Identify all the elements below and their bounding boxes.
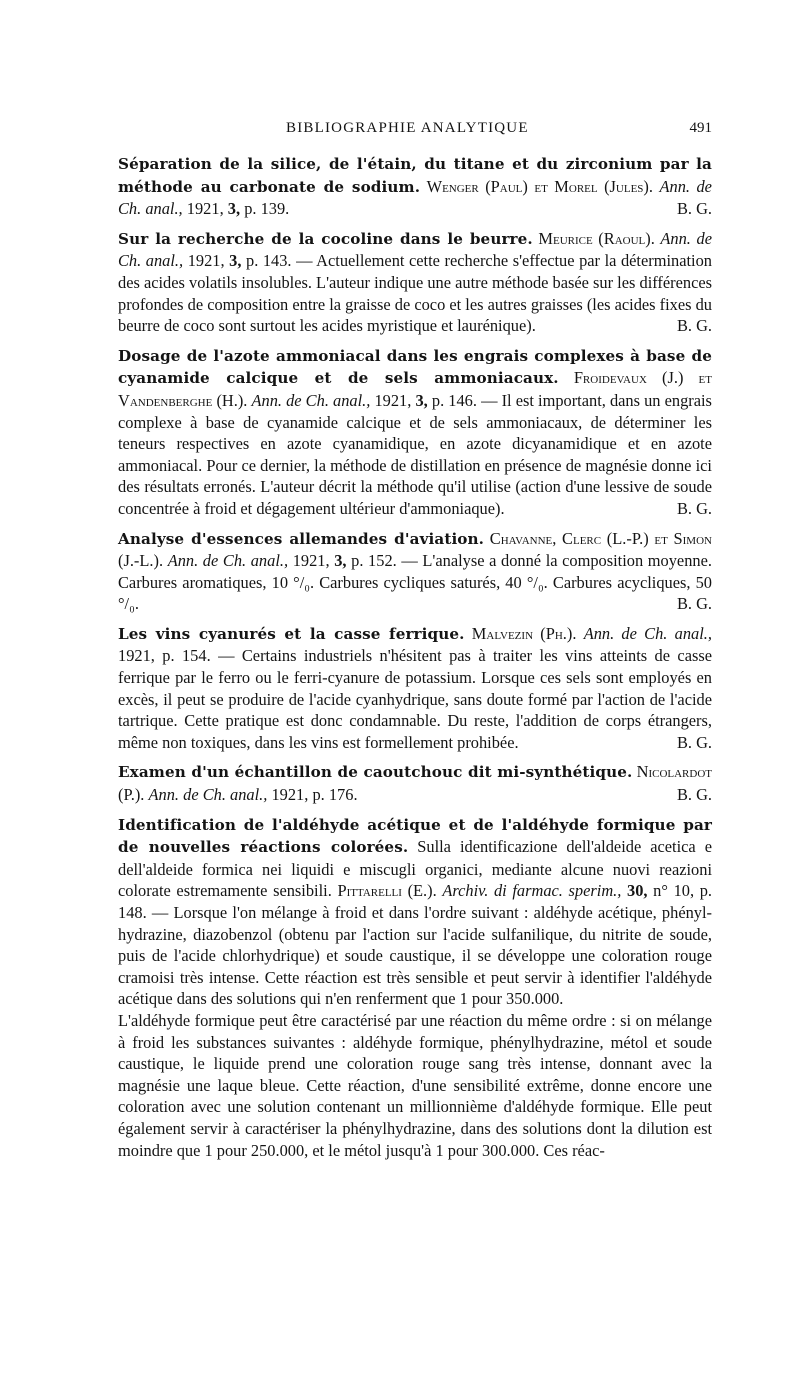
bibliography-entry	[118, 345, 712, 520]
entry-authors: Meurice (Raoul).	[538, 228, 655, 248]
entry-title: Identification de l'aldéhyde acétique et de l'aldéhyde formique par de nouvelles réactions colorées.	[118, 815, 712, 857]
entry-authors: Froidevaux (J.) et Vandenberghe (H.).	[118, 368, 712, 410]
entry-authors: Nicolardot (P.).	[118, 762, 712, 805]
entry-body: — Lorsque l'on mélange à froid et dans l'ordre suivant : aldéhyde acétique, phényl-hydrazine, diazobenzol (obtenu par l'action sur l'acide sulfanilique, du nitrite de soude, puis de l'acide chlorhydrique) et soude caustique, il se développe une coloration rouge cramoisi très intense. Cette réaction est très sensible et peut servir à identifier l'aldéhyde acétique dans des solutions qui n'en renferment que 1 pour 350.000.	[118, 903, 712, 1009]
entry-volume: 3,	[227, 199, 241, 219]
bibliography-entry	[118, 623, 712, 754]
entry-page: p. 139.	[244, 199, 290, 219]
running-title: BIBLIOGRAPHIE ANALYTIQUE	[286, 120, 529, 136]
entry-signature: B. G.	[676, 199, 712, 219]
entry-journal: Archiv. di farmac. sperim.,	[442, 881, 622, 901]
entry-year: 1921,	[118, 646, 155, 666]
entry-title: Sur la recherche de la cocoline dans le beurre.	[118, 229, 533, 248]
bibliography-entry	[118, 761, 712, 805]
entry-body-paragraph-2: L'aldéhyde formique peut être caractérisé par une réaction du même ordre : si on mélange à froid les substances suivantes : aldéhyde formique, phénylhydrazine, métol et soude caustique, le liquide prend une coloration rouge sang très intense, donnant avec la magnésie une laque bleue. Cette réaction, d'une sensibilité extrême, donne encore une coloration avec une solution contenant un millionnième d'aldéhyde formique. Elle peut également servir à caractériser la phénylhydrazine, dans des solutions dont la dilution est moindre que 1 pour 250.000, et le métol jusqu'à 1 pour 300.000. Ces réac-	[118, 1010, 712, 1160]
bibliography-entry	[118, 228, 712, 337]
entry-volume: 30,	[627, 881, 648, 901]
entry-page: p. 146.	[431, 390, 477, 410]
entry-signature: B. G.	[676, 785, 712, 805]
entry-page: p. 154.	[162, 646, 211, 666]
entry-authors: Pittarelli (E.).	[337, 881, 437, 901]
entry-title: Examen d'un échantillon de caoutchouc dit mi-synthétique.	[118, 763, 633, 782]
entry-year: 1921,	[186, 199, 224, 219]
page-number: 491	[689, 120, 712, 136]
entry-body: — L'analyse a donné la composition moyenne. Carbures aromatiques, 10 °/₀. Carbures cycliques saturés, 40 °/₀. Carbures acycliques, 50 °/₀.	[118, 551, 712, 614]
entry-year: 1921,	[374, 390, 412, 410]
entry-journal: Ann. de Ch. anal.,	[148, 785, 268, 805]
bibliography-entry	[118, 814, 712, 1162]
entry-title: Dosage de l'azote ammoniacal dans les engrais complexes à base de cyanamide calcique et de sels ammoniacaux.	[118, 346, 712, 388]
entry-authors: Malvezin (Ph.).	[471, 623, 577, 643]
entry-page: p. 148.	[118, 881, 713, 922]
entry-year: 1921,	[292, 551, 330, 571]
entry-title: Séparation de la silice, de l'étain, du titane et du zirconium par la méthode au carbonate de sodium.	[118, 155, 712, 196]
entry-body: — Il est important, dans un engrais complexe à base de cyanamide calcique et de sels ammoniacaux, de déterminer les teneurs respectives en azote cyanamidique, en azote dicyanamidique et en azote ammoniacal. Pour ce dernier, la méthode de distillation en présence de magnésie donne ici des résultats erronés. L'auteur décrit la méthode qu'il utilise (action d'une lessive de soude concentrée à froid et dégagement ultérieur d'ammoniaque).	[118, 390, 712, 518]
entry-volume: 3,	[229, 251, 242, 271]
entry-body: — Actuellement cette recherche s'effectue par la détermination des acides volatils insolubles. L'auteur indique une autre méthode basée sur les différences profondes de composition entre la graisse de coco et les autres graisses (les acides fixes du beurre de coco sont surtout les acides myristique et laurénique).	[118, 251, 712, 336]
entry-number: n° 10,	[653, 881, 695, 901]
entry-signature: B. G.	[676, 732, 712, 752]
bibliography-entry	[118, 153, 712, 220]
entry-signature: B. G.	[676, 316, 712, 336]
entry-journal: Ann. de Ch. anal.,	[118, 176, 712, 219]
entry-signature: B. G.	[676, 498, 712, 518]
entry-italian-title: Sulla identificazione dell'aldeide acetica e dell'aldeide formica nei liquidi e miscugli organici, mediante alcune nuovi reazioni colorate estremamente sensibili.	[118, 837, 712, 901]
entry-page: p. 176.	[312, 785, 358, 805]
entry-authors: Chavanne, Clerc (L.-P.) et Simon (J.-L.).	[118, 528, 712, 571]
entry-page: p. 152.	[351, 551, 397, 571]
entry-journal: Ann. de Ch. anal.,	[167, 551, 289, 571]
entry-title: Analyse d'essences allemandes d'aviation.	[118, 529, 485, 548]
entry-page: p. 143.	[246, 251, 292, 271]
entry-signature: B. G.	[676, 594, 712, 614]
running-header	[118, 120, 712, 142]
entry-volume: 3,	[415, 390, 428, 410]
entry-journal: Ann. de Ch. anal.,	[118, 228, 712, 271]
entry-title: Les vins cyanurés et la casse ferrique.	[118, 624, 465, 643]
entry-year: 1921,	[187, 251, 225, 271]
entry-year: 1921,	[271, 785, 309, 805]
entry-body: — Certains industriels n'hésitent pas à traiter les vins atteints de casse ferrique par le ferro ou le ferri-cyanure de potassium. Lorsque ces sels sont employés en excès, il peut se produire de l'acide cyanhydrique, sans doute formé par l'action de l'acide tartrique. Cette pratique est donc condamnable. Du reste, l'addition de corps étrangers, même non toxiques, dans les vins est formellement prohibée.	[118, 646, 713, 752]
bibliography-entry	[118, 528, 712, 615]
entry-authors: Wenger (Paul) et Morel (Jules).	[426, 176, 653, 196]
entry-journal: Ann. de Ch. anal.,	[251, 390, 371, 410]
entry-journal: Ann. de Ch. anal.,	[583, 623, 712, 643]
entry-volume: 3,	[334, 551, 347, 571]
bibliography-content	[118, 153, 712, 1169]
